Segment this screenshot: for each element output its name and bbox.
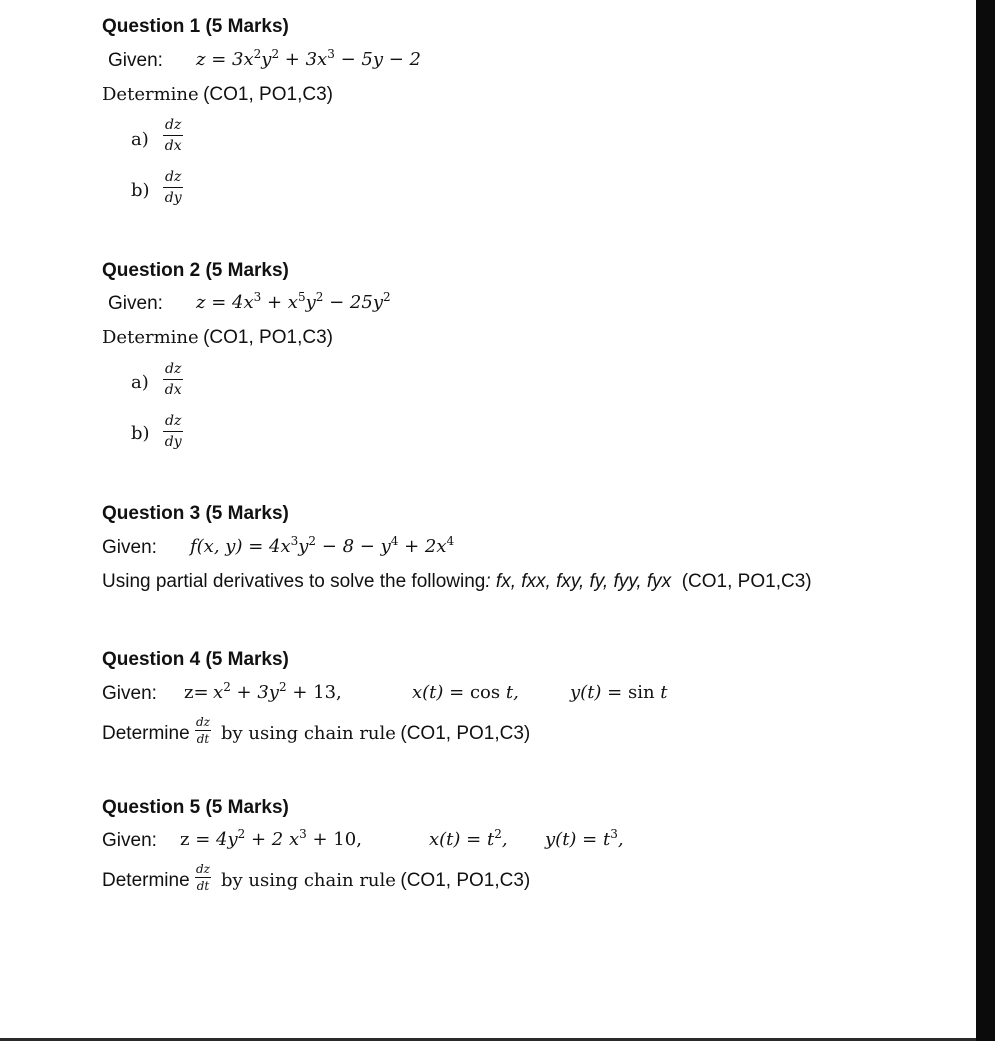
q2-heading: Question 2 (5 Marks): [102, 260, 289, 281]
q3-instruction: Using partial derivatives to solve the following: fx, fxx, fxy, fy, fyy, fyx (CO1, PO1,C3): [102, 571, 812, 592]
q4-determine-word: Determine: [102, 723, 190, 744]
q4-y-of-t: y(t) = sin t: [570, 682, 668, 703]
q5-x-of-t: $x(t) = t^2$,: [429, 827, 508, 850]
q2-equation: $z = 4x^3 + x^5y^2 - 25y^2$: [196, 290, 391, 313]
q4-given-label: Given:: [102, 683, 157, 704]
q2-given-label: Given:: [108, 293, 163, 314]
q2-derivative-dz-dx: $\frac{dz}{dx}$: [164, 361, 182, 398]
q4-derivative-dz-dt: $\frac{dz}{dt}$: [196, 715, 211, 746]
q1-determine: Determine (CO1, PO1,C3): [102, 84, 333, 105]
q2-item-b-label: b): [131, 423, 150, 444]
q5-determine-word: Determine: [102, 870, 190, 891]
q1-derivative-dz-dy: $\frac{dz}{dy}$: [164, 169, 182, 206]
q2-derivative-dz-dy: $\frac{dz}{dy}$: [164, 413, 182, 450]
q2-determine: Determine (CO1, PO1,C3): [102, 327, 333, 348]
q4-z-equation: $z= x^2 + 3y^2 + 13$,: [184, 680, 342, 703]
q5-derivative-dz-dt: $\frac{dz}{dt}$: [196, 862, 211, 893]
q3-derivative-list: fx, fxx, fxy, fy, fyy, fyx: [495, 571, 672, 592]
q5-z-equation: $z = 4y^2 + 2$ $x^3 + 10$,: [180, 827, 362, 850]
right-edge-bar: [976, 0, 995, 1041]
q5-heading: Question 5 (5 Marks): [102, 797, 289, 818]
q3-heading: Question 3 (5 Marks): [102, 503, 289, 524]
q5-given-label: Given:: [102, 830, 157, 851]
q5-y-of-t: $y(t) = t^3$,: [545, 827, 624, 850]
q3-equation: f(x, $y) = 4x^3y^2 - 8 - y^4 + 2x^4$: [190, 534, 455, 557]
q4-method: by using chain rule (CO1, PO1,C3): [221, 723, 531, 744]
q5-method: by using chain rule (CO1, PO1,C3): [221, 870, 531, 891]
q1-given-label: Given:: [108, 50, 163, 71]
q1-derivative-dz-dx: $\frac{dz}{dx}$: [164, 117, 182, 154]
q1-equation: $z = 3x^2y^2 + 3x^3 - 5y - 2$: [196, 47, 421, 70]
q4-x-of-t: x(t) = cos t,: [412, 682, 519, 703]
q4-heading: Question 4 (5 Marks): [102, 649, 289, 670]
q1-heading: Question 1 (5 Marks): [102, 16, 289, 37]
q3-given-label: Given:: [102, 537, 157, 558]
q1-item-a-label: a): [131, 129, 149, 150]
q1-item-b-label: b): [131, 180, 150, 201]
q2-item-a-label: a): [131, 372, 149, 393]
